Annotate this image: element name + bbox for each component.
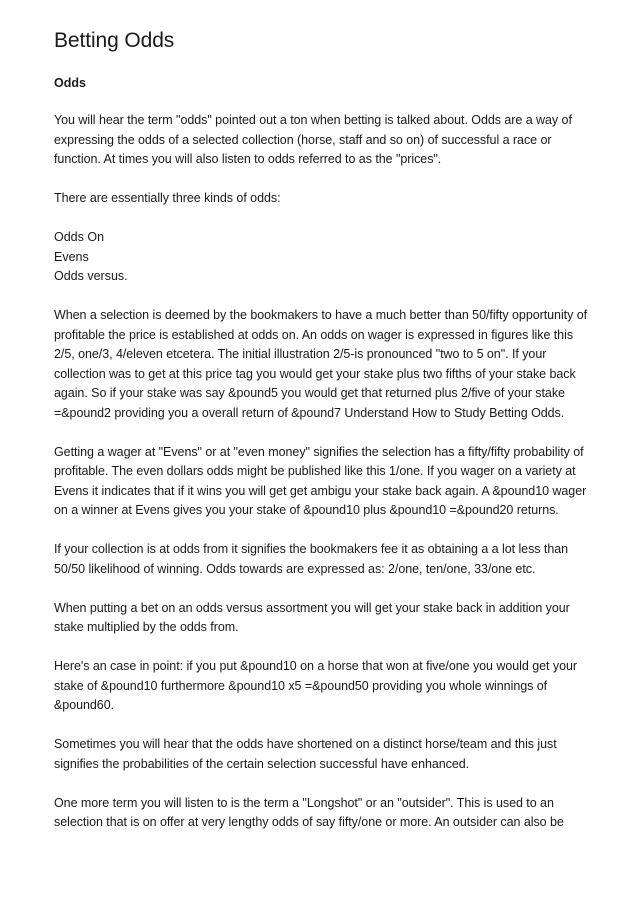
paragraph-odds-against: If your collection is at odds from it signifies the bookmakers fee it as obtaining a a lot less than 50/50 likelihood of winning. Odds towards are expressed as: 2/one, ten/one, 33/one etc. (54, 542, 569, 576)
odds-types-list (54, 228, 594, 287)
paragraph-evens: Getting a wager at "Evens" or at "even money" signifies the selection has a fifty/fifty probability of profitable. The even dollars odds might be published like this 1/one. If you wager on a variety at Evens it indicates that if it wins you will get get ambigu your stake back again. A &pound10 wager on a winner at Evens gives you your stake of &pound10 plus &pound10 =&pound20 returns. (54, 444, 587, 517)
list-item: Evens (54, 249, 89, 264)
document-page (54, 28, 594, 852)
document-title: Betting Odds (54, 29, 175, 52)
paragraph-example: Here's an case in point: if you put &pound10 on a horse that won at five/one you would get your stake of &pound10 furthermore &pound10 x5 =&pound50 providing you whole winnings of &pound60. (54, 659, 577, 712)
list-item: Odds versus. (54, 269, 128, 283)
paragraph-shortened: Sometimes you will hear that the odds have shortened on a distinct horse/team and this just signifies the probabilities of the certain selection successful have enhanced. (54, 737, 557, 771)
paragraph-three-kinds: There are essentially three kinds of odds: (54, 191, 281, 205)
paragraph-longshot: One more term you will listen to is the term a "Longshot" or an "outsider". This is used to an selection that is on offer at very lengthy odds of say fifty/one or more. An outsider can also be (54, 795, 564, 829)
paragraph-odds-on: When a selection is deemed by the bookmakers to have a much better than 50/fifty opportunity of profitable the price is established at odds on. An odds on wager is expressed in figures like this 2/5, one/3, 4/eleven etcetera. The initial illustration 2/5-is pronounced "two to 5 on". If your collection was to get at this price tag you would get your stake plus two fifths of your stake back again. So if your stake was say &pound5 you would get that returned plus 2/five of your stake =&pound2 providing you a overall return of &pound7 Understand How to Study Betting Odds. (54, 308, 588, 420)
section-heading-odds: Odds (54, 76, 86, 90)
list-item: Odds On (54, 230, 105, 244)
paragraph-intro: You will hear the term "odds" pointed out a ton when betting is talked about. Odds are a way of expressing the odds of a selected collection (horse, staff and so on) of successful a race or function. At times you will also listen to odds referred to as the "prices". (54, 113, 572, 166)
paragraph-stake-back: When putting a bet on an odds versus assortment you will get your stake back in addition your stake multiplied by the odds from. (54, 600, 570, 634)
